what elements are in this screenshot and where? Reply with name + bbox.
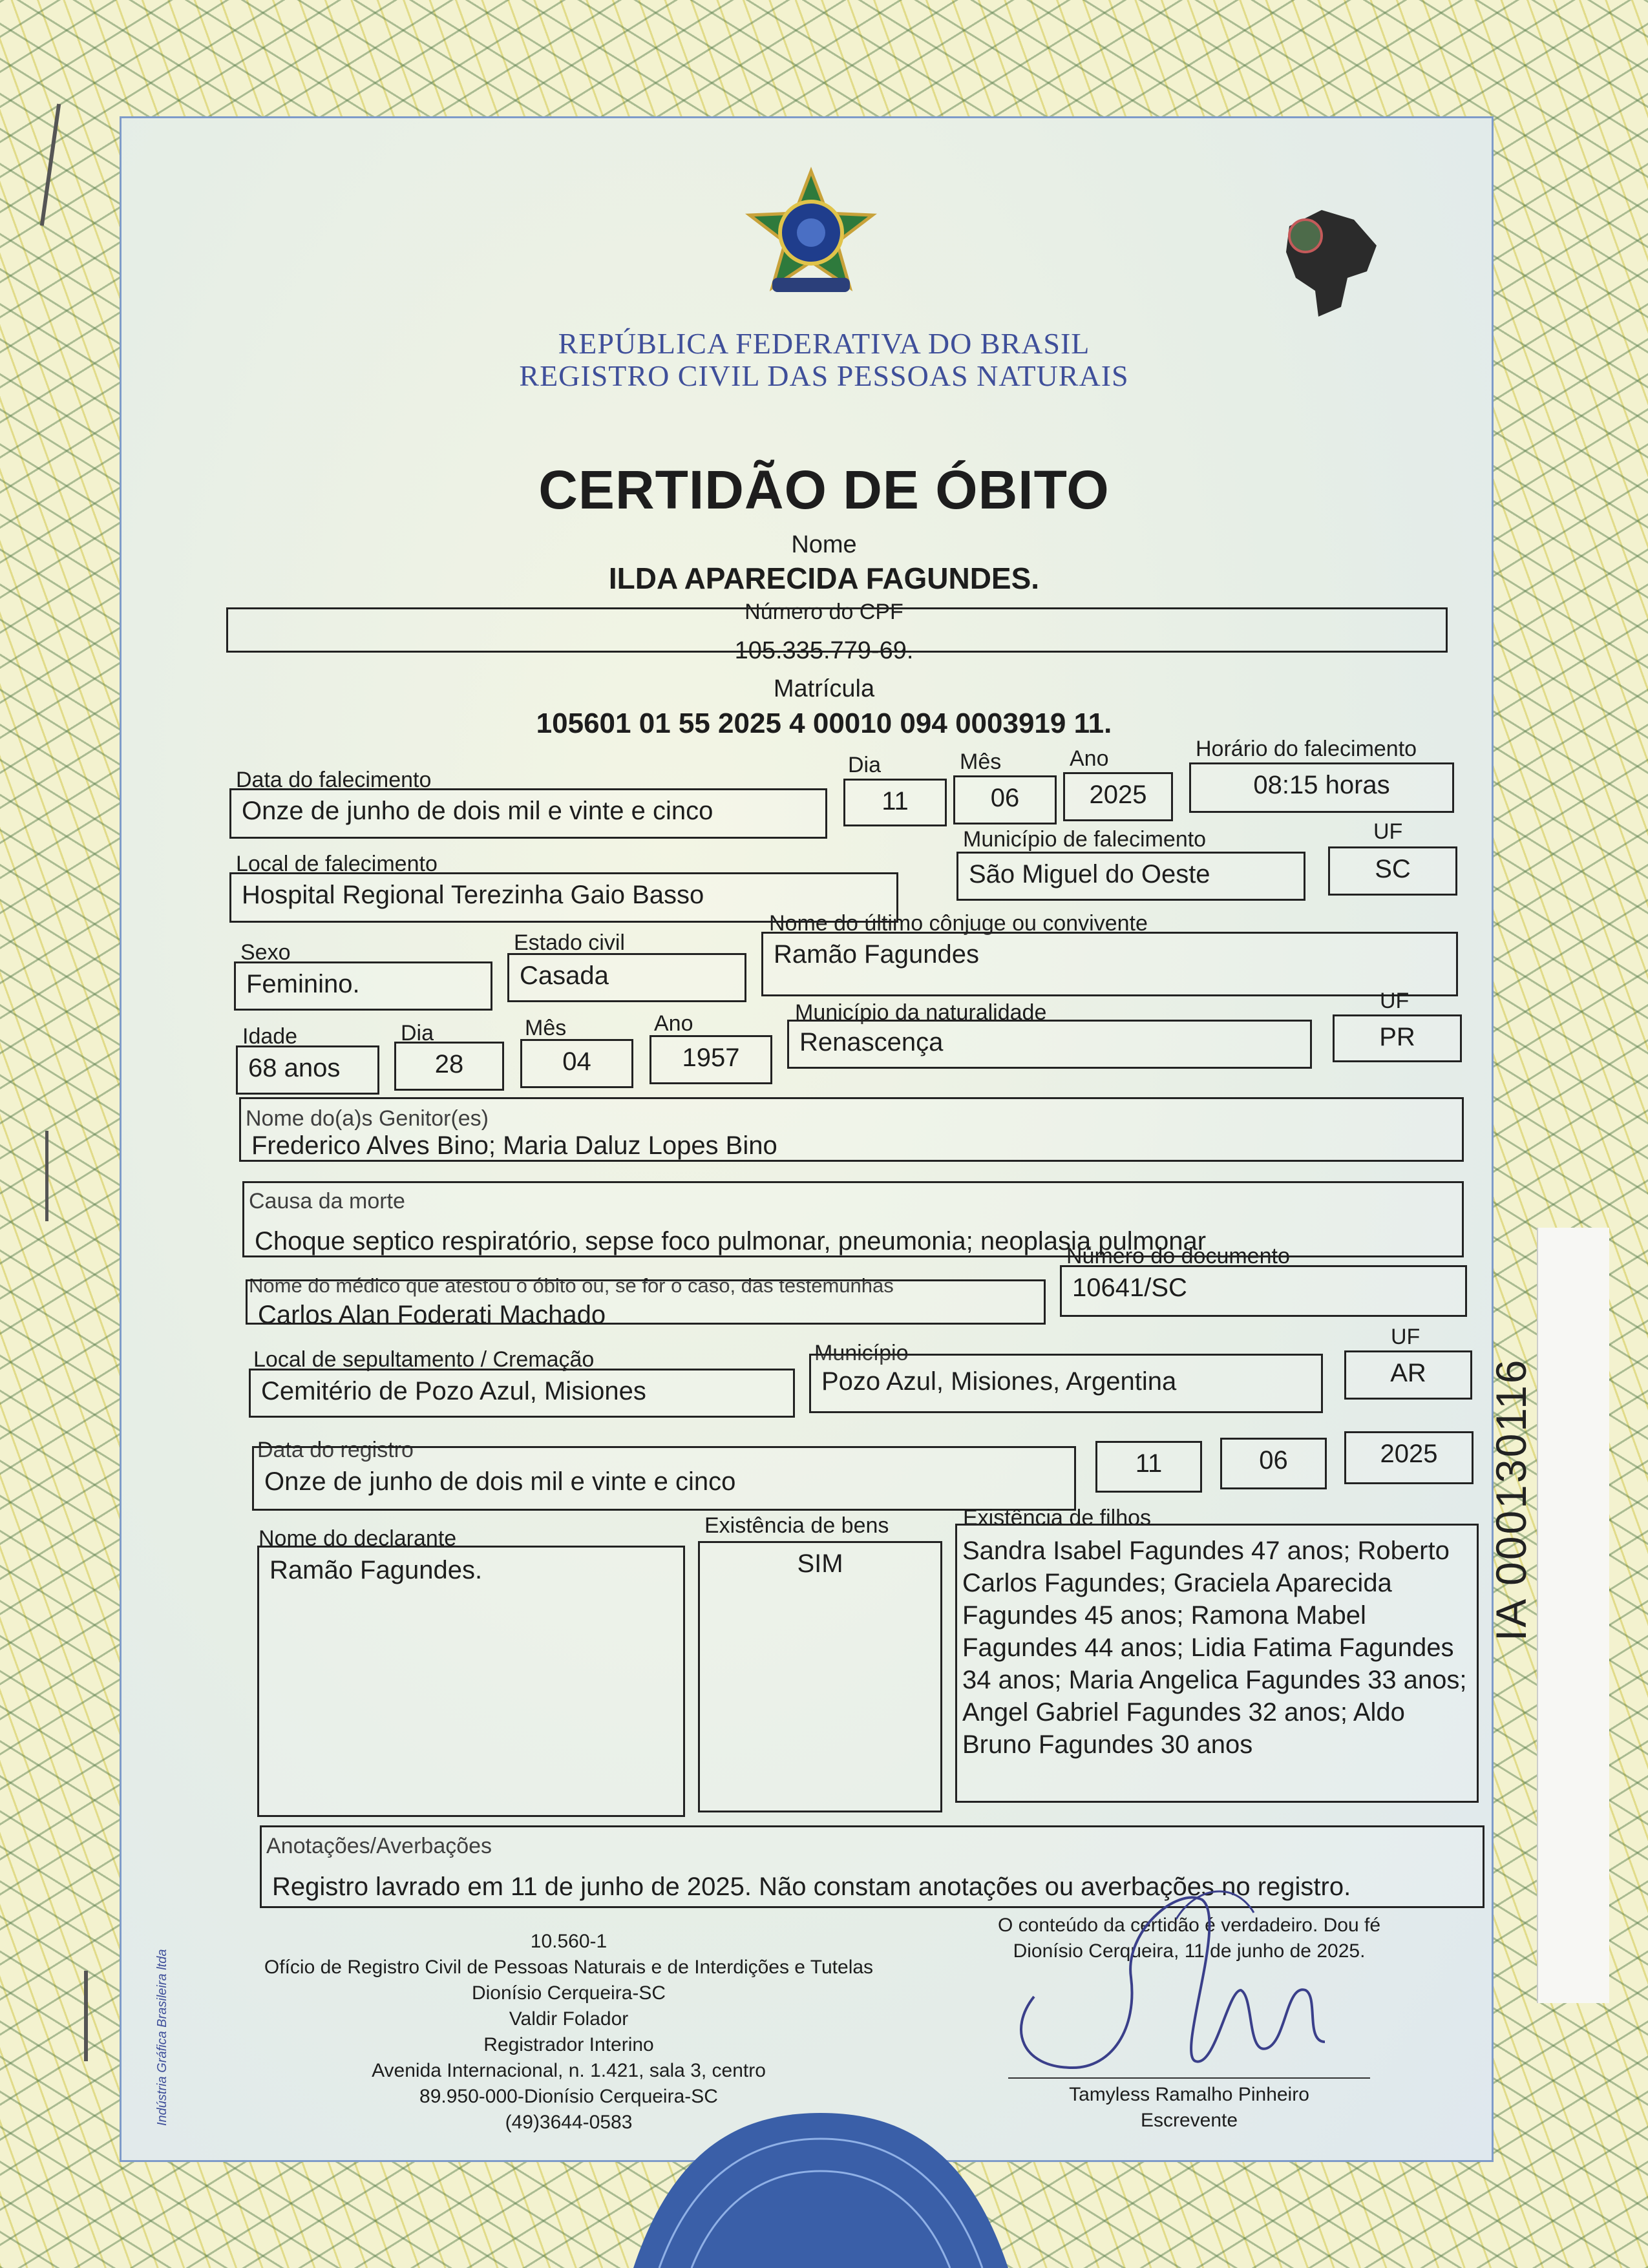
- fe-local-data: Dionísio Cerqueira, 11 de junho de 2025.: [1013, 1940, 1366, 1962]
- fe-cargo: Escrevente: [1140, 2110, 1238, 2131]
- naturalidade-label: Município da naturalidade: [795, 1000, 1047, 1025]
- conjuge-field: Ramão Fagundes: [761, 932, 1458, 996]
- horario-label: Horário do falecimento: [1196, 737, 1417, 761]
- brazil-map-icon: [1270, 200, 1386, 323]
- filhos-field: Sandra Isabel Fagundes 47 anos; Roberto Carlos Fagundes; Graciela Aparecida Fagundes 45 anos; Ramona Mabel Fagundes 44 anos; Lidia Fatima Fagundes 34 anos; Maria Angelica Fagundes 33 anos; Angel Gabriel Fagundes 32 anos; Aldo Bruno Fagundes 30 anos: [955, 1524, 1479, 1803]
- estado-civil-field: Casada: [507, 953, 746, 1002]
- filhos-label: Existência de filhos: [963, 1506, 1152, 1530]
- nasc-dia-field: 28: [394, 1042, 504, 1091]
- fe-texto: O conteúdo da certidão é verdadeiro. Dou fé: [997, 1915, 1381, 1936]
- nasc-dia-label: Dia: [401, 1021, 434, 1045]
- cpf-value: 105.335.779-69.: [734, 637, 914, 664]
- causa-label: Causa da morte: [249, 1189, 405, 1213]
- documento-field: 10641/SC: [1060, 1265, 1467, 1317]
- local-falecimento-label: Local de falecimento: [236, 852, 438, 876]
- sepultamento-uf-field: AR: [1344, 1350, 1472, 1400]
- staple-middle: [45, 1131, 48, 1221]
- genitores-label: Nome do(a)s Genitor(es): [246, 1106, 489, 1131]
- oficio-codigo: 10.560-1: [530, 1931, 607, 1952]
- nome-value: ILDA APARECIDA FAGUNDES.: [608, 562, 1040, 595]
- medico-field: Carlos Alan Foderati Machado: [246, 1279, 1046, 1325]
- matricula-value: 105601 01 55 2025 4 00010 094 0003919 11.: [536, 708, 1112, 739]
- cpf-label: Número do CPF: [745, 600, 903, 624]
- dia-label: Dia: [848, 753, 882, 777]
- oficio-cidade: Dionísio Cerqueira-SC: [471, 1982, 666, 2004]
- sexo-field: Feminino.: [234, 961, 492, 1011]
- uf-falecimento-label: UF: [1373, 819, 1403, 844]
- oficio-cep: 89.950-000-Dionísio Cerqueira-SC: [419, 2086, 718, 2107]
- medico-label: Nome do médico que atestou o óbito ou, se for o caso, das testemunhas: [249, 1274, 894, 1297]
- conjuge-label: Nome do último cônjuge ou convivente: [769, 911, 1148, 936]
- oficio-oficial: Valdir Folador: [509, 2008, 629, 2030]
- serial-strip: [1537, 1228, 1609, 2003]
- document-title: CERTIDÃO DE ÓBITO: [538, 459, 1110, 520]
- horario-field: 08:15 horas: [1189, 762, 1454, 813]
- local-falecimento-field: Hospital Regional Terezinha Gaio Basso: [229, 872, 898, 923]
- nat-uf-label: UF: [1380, 989, 1410, 1013]
- registro-mes-field: 06: [1220, 1438, 1327, 1489]
- signature-icon: [982, 1861, 1383, 2081]
- declarante-label: Nome do declarante: [259, 1526, 457, 1551]
- signature-line: [1008, 2077, 1370, 2079]
- nasc-mes-label: Mês: [525, 1016, 567, 1040]
- header-line2: REGISTRO CIVIL DAS PESSOAS NATURAIS: [519, 359, 1129, 392]
- assinante-block: [982, 2082, 1396, 2134]
- sexo-label: Sexo: [240, 940, 291, 965]
- sepultamento-label: Local de sepultamento / Cremação: [253, 1347, 595, 1372]
- margin-printer-text: Indústria Gráfica Brasileira ltda: [155, 1949, 169, 2126]
- dia-field: 11: [843, 779, 947, 826]
- municipio-falecimento-field: São Miguel do Oeste: [956, 852, 1305, 901]
- bens-field: SIM: [698, 1541, 942, 1812]
- naturalidade-field: Renascença: [787, 1020, 1312, 1069]
- registro-dia-field: 11: [1095, 1441, 1202, 1493]
- uf-falecimento-field: SC: [1328, 846, 1457, 896]
- oficio-telefone: (49)3644-0583: [505, 2112, 633, 2133]
- data-falecimento-label: Data do falecimento: [236, 768, 432, 792]
- genitores-field: Frederico Alves Bino; Maria Daluz Lopes Bino: [239, 1097, 1464, 1162]
- nasc-mes-field: 04: [520, 1039, 633, 1088]
- serial-number: IA 000130116: [1487, 1358, 1535, 1641]
- mes-field: 06: [953, 775, 1057, 824]
- bens-label: Existência de bens: [704, 1513, 889, 1538]
- documento-label: Número do documento: [1066, 1244, 1290, 1268]
- declarante-field: Ramão Fagundes.: [257, 1546, 685, 1817]
- estado-civil-label: Estado civil: [514, 930, 625, 955]
- oficio-cargo: Registrador Interino: [483, 2034, 654, 2055]
- registro-ano-field: 2025: [1344, 1431, 1474, 1484]
- nat-uf-field: PR: [1333, 1014, 1462, 1062]
- mes-label: Mês: [960, 750, 1002, 774]
- coat-of-arms-icon: [737, 165, 885, 304]
- nasc-ano-field: 1957: [650, 1035, 772, 1084]
- bottom-seal-icon: [633, 2100, 1008, 2268]
- anotacoes-field: Registro lavrado em 11 de junho de 2025. Não constam anotações ou averbações no registro.: [260, 1825, 1484, 1908]
- anotacoes-label: Anotações/Averbações: [266, 1834, 492, 1858]
- nome-label: Nome: [791, 531, 857, 558]
- registro-label: Data do registro: [257, 1438, 414, 1462]
- oficio-endereco: Avenida Internacional, n. 1.421, sala 3, centro: [372, 2060, 766, 2081]
- ano-label: Ano: [1070, 746, 1109, 771]
- idade-field: 68 anos: [236, 1045, 379, 1095]
- sepultamento-uf-label: UF: [1391, 1325, 1421, 1349]
- fe-assinante: Tamyless Ramalho Pinheiro: [1069, 2084, 1309, 2105]
- matricula-label: Matrícula: [773, 675, 875, 702]
- registro-extenso-field: Onze de junho de dois mil e vinte e cinco: [252, 1446, 1076, 1511]
- nasc-ano-label: Ano: [654, 1011, 693, 1036]
- header-line1: REPÚBLICA FEDERATIVA DO BRASIL: [558, 327, 1090, 360]
- sepultamento-municipio-label: Município: [814, 1341, 909, 1365]
- ano-field: 2025: [1063, 772, 1173, 821]
- sepultamento-field: Cemitério de Pozo Azul, Misiones: [249, 1369, 795, 1418]
- idade-label: Idade: [242, 1024, 298, 1049]
- sepultamento-municipio-field: Pozo Azul, Misiones, Argentina: [809, 1354, 1323, 1413]
- oficio-nome: Ofício de Registro Civil de Pessoas Naturais e de Interdições e Tutelas: [264, 1957, 874, 1978]
- staple-bottom: [84, 1971, 88, 2061]
- data-falecimento-field: Onze de junho de dois mil e vinte e cinco: [229, 788, 827, 839]
- causa-field: Choque septico respiratório, sepse foco pulmonar, pneumonia; neoplasia pulmonar: [242, 1181, 1464, 1257]
- municipio-falecimento-label: Município de falecimento: [963, 827, 1207, 852]
